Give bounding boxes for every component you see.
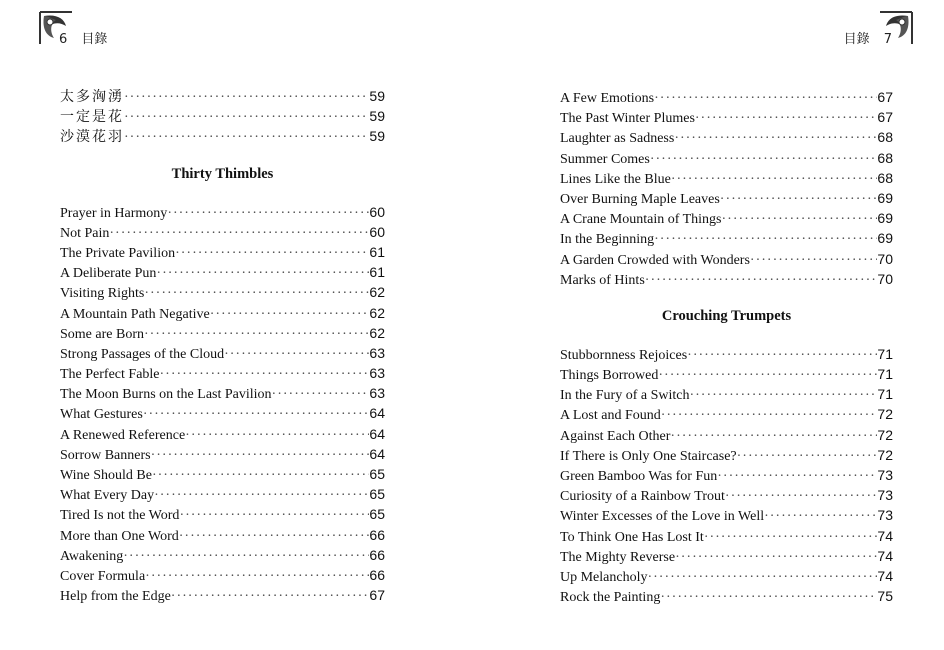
entry-title: 太多洶湧 xyxy=(60,90,124,105)
entry-page-number: 66 xyxy=(369,566,385,583)
entry-page-number: 67 xyxy=(877,109,893,126)
left-entry-list xyxy=(60,202,385,606)
dot-leader xyxy=(154,486,369,506)
toc-entry xyxy=(560,384,893,404)
toc-entry xyxy=(60,383,385,403)
dot-leader xyxy=(689,386,877,406)
dot-leader xyxy=(650,150,878,170)
dot-leader xyxy=(720,190,878,210)
toc-entry xyxy=(60,343,385,363)
entry-title: A Crane Mountain of Things xyxy=(560,212,722,228)
right-page-number: 7 xyxy=(883,32,892,47)
dot-leader xyxy=(674,129,877,149)
dot-leader xyxy=(670,427,877,447)
dot-leader xyxy=(156,264,369,284)
entry-title: A Mountain Path Negative xyxy=(60,306,210,322)
toc-entry xyxy=(560,127,893,147)
entry-page-number: 73 xyxy=(877,507,893,524)
right-top-entry-list xyxy=(560,87,893,289)
toc-entry xyxy=(60,86,385,106)
entry-title: Prayer in Harmony xyxy=(60,205,168,221)
toc-entry xyxy=(60,525,385,545)
toc-entry xyxy=(560,526,893,546)
entry-page-number: 63 xyxy=(369,385,385,402)
dot-leader xyxy=(660,588,877,608)
entry-title: Wine Should Be xyxy=(60,468,152,483)
toc-entry xyxy=(560,445,893,465)
entry-title: Over Burning Maple Leaves xyxy=(560,191,720,207)
toc-entry xyxy=(60,323,385,343)
dot-leader xyxy=(722,210,878,230)
dot-leader xyxy=(124,88,369,108)
toc-entry xyxy=(560,188,893,208)
toc-entry xyxy=(60,565,385,585)
entry-page-number: 62 xyxy=(369,284,385,301)
entry-page-number: 59 xyxy=(369,88,385,104)
left-page-number: 6 xyxy=(59,32,68,47)
dot-leader xyxy=(160,365,370,385)
entry-title: Some are Born xyxy=(60,326,144,342)
toc-entry xyxy=(560,269,893,289)
dot-leader xyxy=(152,466,369,486)
toc-entry xyxy=(60,585,385,605)
left-header-title: 目錄 xyxy=(81,32,108,47)
toc-entry xyxy=(560,228,893,248)
entry-title: The Mighty Reverse xyxy=(560,549,676,565)
toc-entry xyxy=(60,444,385,464)
dot-leader xyxy=(272,385,370,405)
entry-title: Tired Is not the Word xyxy=(60,508,180,524)
entry-page-number: 70 xyxy=(877,270,893,287)
dot-leader xyxy=(654,230,877,250)
toc-entry xyxy=(60,504,385,524)
toc-entry xyxy=(560,485,893,505)
dot-leader xyxy=(647,568,877,588)
entry-title: A Renewed Reference xyxy=(60,427,186,443)
toc-entry xyxy=(560,586,893,606)
entry-page-number: 68 xyxy=(877,169,893,186)
toc-entry xyxy=(560,425,893,445)
entry-page-number: 59 xyxy=(369,108,385,125)
entry-title: Lines Like the Blue xyxy=(560,171,671,187)
chinese-entries xyxy=(60,86,385,147)
entry-page-number: 71 xyxy=(877,345,893,362)
dot-leader xyxy=(687,346,877,366)
dot-leader xyxy=(750,251,878,271)
dot-leader xyxy=(661,406,878,426)
entry-page-number: 66 xyxy=(369,526,385,543)
dot-leader xyxy=(675,548,877,568)
entry-page-number: 71 xyxy=(877,386,893,403)
entry-page-number: 62 xyxy=(369,304,385,321)
entry-title: To Think One Has Lost It xyxy=(560,529,704,545)
dot-leader xyxy=(167,204,369,224)
toc-entry xyxy=(60,126,385,146)
toc-entry xyxy=(60,363,385,383)
dot-leader xyxy=(145,567,369,587)
entry-title: A Deliberate Pun xyxy=(60,266,157,282)
toc-entry xyxy=(60,222,385,242)
entry-page-number: 59 xyxy=(369,128,385,145)
entry-title: Awakening xyxy=(60,548,124,564)
dot-leader xyxy=(151,446,370,466)
entry-title: What Every Day xyxy=(60,488,155,504)
entry-title: In the Beginning xyxy=(560,232,655,248)
right-page-toc xyxy=(560,87,893,606)
toc-entry xyxy=(560,148,893,168)
entry-page-number: 68 xyxy=(877,129,893,146)
entry-page-number: 62 xyxy=(369,324,385,341)
dot-leader xyxy=(109,224,369,244)
entry-title: A Few Emotions xyxy=(560,91,655,106)
dot-leader xyxy=(704,528,878,548)
toc-entry xyxy=(560,208,893,228)
entry-page-number: 73 xyxy=(877,487,893,504)
toc-entry xyxy=(60,403,385,423)
toc-entry xyxy=(560,404,893,424)
entry-title: Against Each Other xyxy=(560,428,671,444)
toc-entry xyxy=(560,465,893,485)
toc-entry xyxy=(60,202,385,222)
entry-page-number: 64 xyxy=(369,445,385,462)
dot-leader xyxy=(171,587,370,607)
right-entry-list xyxy=(560,344,893,606)
entry-title: Visiting Rights xyxy=(60,286,145,302)
entry-page-number: 66 xyxy=(369,546,385,563)
entry-page-number: 72 xyxy=(877,446,893,463)
dot-leader xyxy=(737,447,878,467)
entry-page-number: 63 xyxy=(369,365,385,382)
entry-page-number: 73 xyxy=(877,467,893,483)
entry-page-number: 69 xyxy=(877,189,893,206)
dot-leader xyxy=(143,405,370,425)
entry-title: 一定是花 xyxy=(60,110,124,126)
entry-page-number: 61 xyxy=(369,264,385,281)
dot-leader xyxy=(725,487,878,507)
entry-title: Strong Passages of the Cloud xyxy=(60,346,225,362)
entry-page-number: 69 xyxy=(877,230,893,247)
toc-entry xyxy=(560,249,893,269)
dot-leader xyxy=(645,271,878,291)
dot-leader xyxy=(179,527,370,547)
dot-leader xyxy=(185,426,369,446)
entry-page-number: 72 xyxy=(877,426,893,443)
dot-leader xyxy=(654,89,877,109)
dot-leader xyxy=(695,109,878,129)
toc-entry xyxy=(560,107,893,127)
entry-page-number: 61 xyxy=(369,243,385,260)
entry-page-number: 65 xyxy=(369,466,385,482)
entry-page-number: 74 xyxy=(877,527,893,544)
entry-title: In the Fury of a Switch xyxy=(560,388,690,404)
toc-entry xyxy=(560,505,893,525)
toc-entry xyxy=(60,303,385,323)
dot-leader xyxy=(124,108,369,128)
toc-entry xyxy=(60,424,385,444)
toc-entry xyxy=(560,168,893,188)
dot-leader xyxy=(210,305,370,325)
toc-entry xyxy=(60,464,385,484)
entry-title: Laughter as Sadness xyxy=(560,131,675,147)
dot-leader xyxy=(179,506,369,526)
dot-leader xyxy=(123,547,369,567)
toc-entry xyxy=(560,87,893,107)
entry-title: Not Pain xyxy=(60,225,110,241)
right-header-title: 目錄 xyxy=(843,32,870,47)
dot-leader xyxy=(658,366,877,386)
left-page-toc xyxy=(60,86,385,605)
entry-title: Stubbornness Rejoices xyxy=(560,347,688,363)
left-page-header xyxy=(59,28,117,47)
entry-page-number: 63 xyxy=(369,344,385,361)
entry-title: Help from the Edge xyxy=(60,589,171,605)
entry-title: The Past Winter Plumes xyxy=(560,111,695,127)
entry-title: A Lost and Found xyxy=(560,408,661,424)
section-title-thirty-thimbles: Thirty Thimbles xyxy=(171,165,274,182)
entry-title: 沙漠花羽 xyxy=(60,130,124,146)
entry-page-number: 68 xyxy=(877,149,893,166)
dot-leader xyxy=(764,507,877,527)
entry-title: Up Melancholy xyxy=(560,569,648,585)
entry-page-number: 71 xyxy=(877,366,893,383)
dot-leader xyxy=(144,284,369,304)
entry-page-number: 60 xyxy=(369,203,385,220)
entry-page-number: 60 xyxy=(369,223,385,240)
entry-page-number: 70 xyxy=(877,250,893,267)
toc-entry xyxy=(60,106,385,126)
entry-title: Sorrow Banners xyxy=(60,447,151,463)
entry-page-number: 67 xyxy=(877,89,893,105)
entry-title: Green Bamboo Was for Fun xyxy=(560,469,718,484)
entry-title: Winter Excesses of the Love in Well xyxy=(560,509,765,525)
entry-page-number: 74 xyxy=(877,547,893,564)
entry-title: Cover Formula xyxy=(60,568,146,584)
entry-title: Summer Comes xyxy=(560,151,650,167)
entry-title: The Private Pavilion xyxy=(60,245,176,261)
toc-entry xyxy=(60,282,385,302)
dot-leader xyxy=(717,467,877,487)
entry-title: More than One Word xyxy=(60,528,179,544)
toc-entry xyxy=(60,484,385,504)
entry-page-number: 72 xyxy=(877,406,893,423)
entry-page-number: 75 xyxy=(877,588,893,605)
entry-page-number: 65 xyxy=(369,486,385,503)
section-title-crouching-trumpets: Crouching Trumpets xyxy=(661,307,792,324)
toc-entry xyxy=(560,566,893,586)
entry-page-number: 65 xyxy=(369,506,385,523)
entry-title: Curiosity of a Rainbow Trout xyxy=(560,489,725,505)
entry-title: Marks of Hints xyxy=(560,272,645,288)
entry-title: The Moon Burns on the Last Pavilion xyxy=(60,387,272,403)
dot-leader xyxy=(671,170,878,190)
toc-entry xyxy=(60,262,385,282)
entry-page-number: 64 xyxy=(369,425,385,442)
toc-entry xyxy=(60,242,385,262)
toc-entry xyxy=(560,546,893,566)
entry-page-number: 74 xyxy=(877,567,893,584)
entry-page-number: 69 xyxy=(877,210,893,227)
toc-entry xyxy=(560,344,893,364)
dot-leader xyxy=(144,325,369,345)
entry-title: A Garden Crowded with Wonders xyxy=(560,252,750,268)
right-page-header xyxy=(834,28,892,47)
entry-title: If There is Only One Staircase? xyxy=(560,448,737,464)
toc-entry xyxy=(560,364,893,384)
dot-leader xyxy=(124,128,369,148)
entry-title: Things Borrowed xyxy=(560,368,659,384)
entry-page-number: 64 xyxy=(369,405,385,422)
entry-page-number: 67 xyxy=(369,587,385,604)
entry-title: What Gestures xyxy=(60,407,143,423)
entry-title: The Perfect Fable xyxy=(60,367,160,383)
dot-leader xyxy=(224,345,369,365)
entry-title: Rock the Painting xyxy=(560,590,661,606)
toc-entry xyxy=(60,545,385,565)
dot-leader xyxy=(175,244,369,264)
